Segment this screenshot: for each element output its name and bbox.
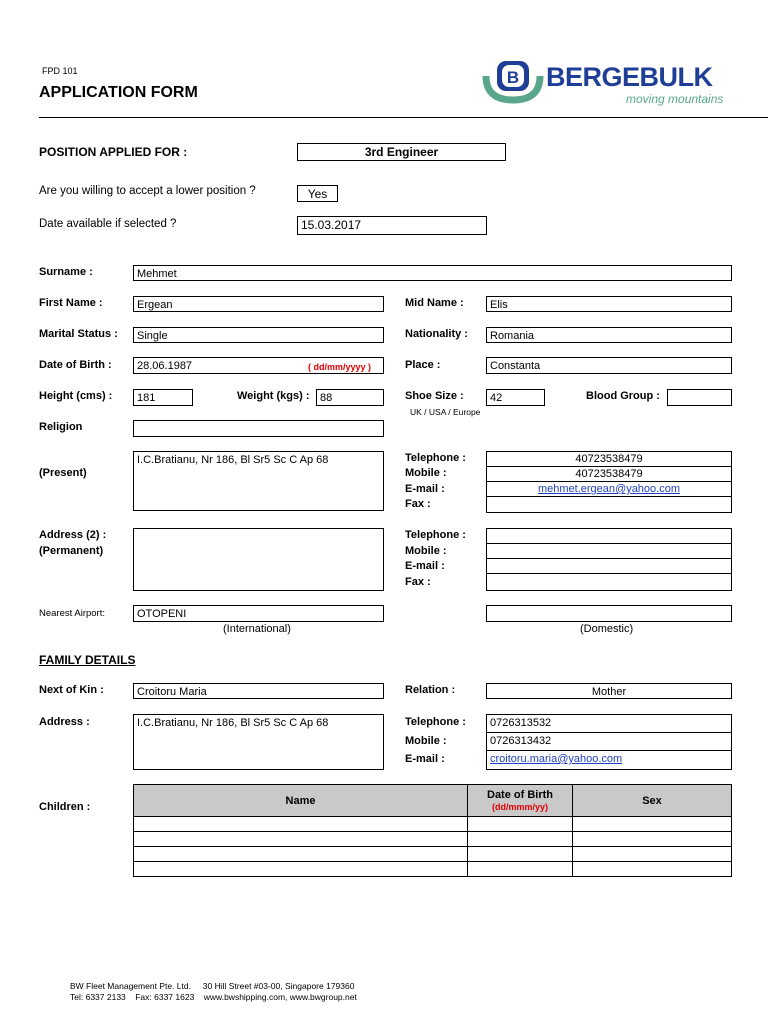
surname-field[interactable]: Mehmet: [133, 265, 732, 281]
marital-status-label: Marital Status :: [39, 328, 118, 340]
address1-telephone-label: Telephone :: [405, 452, 466, 464]
international-airport-field[interactable]: OTOPENI: [133, 605, 384, 622]
footer-address: 30 Hill Street #03-00, Singapore 179360: [202, 981, 355, 991]
form-title: APPLICATION FORM: [39, 84, 198, 101]
children-label: Children :: [39, 801, 91, 813]
dob-format-hint: ( dd/mm/yyyy ): [308, 362, 372, 372]
address2-email-label: E-mail :: [405, 560, 445, 572]
child-dob-cell[interactable]: [468, 847, 573, 862]
family-address-label: Address :: [39, 716, 90, 728]
child-name-cell[interactable]: [134, 817, 468, 832]
relation-field[interactable]: Mother: [486, 683, 732, 699]
family-telephone-label: Telephone :: [405, 716, 466, 728]
logo-tagline: moving mountains: [626, 92, 724, 106]
weight-field[interactable]: 88: [316, 389, 384, 406]
international-caption: (International): [223, 623, 291, 635]
date-available-field[interactable]: 15.03.2017: [297, 216, 487, 235]
family-details-heading: FAMILY DETAILS: [39, 653, 136, 667]
table-row: [134, 862, 732, 877]
family-contact-grid: [486, 714, 732, 770]
lower-position-question: Are you willing to accept a lower position ?: [39, 185, 256, 197]
address2-mobile-field[interactable]: [487, 544, 731, 559]
footer-line-2: [70, 992, 357, 1002]
children-col-dob-hint: dd/mmm/yy: [494, 801, 545, 812]
family-email-label: E-mail :: [405, 753, 445, 765]
shoe-size-field[interactable]: 42: [486, 389, 545, 406]
child-sex-cell[interactable]: [573, 832, 732, 847]
header-divider: [39, 117, 768, 118]
date-available-question: Date available if selected ?: [39, 218, 177, 230]
next-of-kin-label: Next of Kin :: [39, 684, 104, 696]
svg-text:B: B: [506, 68, 520, 87]
family-address-field[interactable]: I.C.Bratianu, Nr 186, Bl Sr5 Sc C Ap 68: [133, 714, 384, 770]
form-code: FPD 101: [42, 66, 78, 76]
child-name-cell[interactable]: [134, 862, 468, 877]
address-present-field[interactable]: I.C.Bratianu, Nr 186, Bl Sr5 Sc C Ap 68: [133, 451, 384, 511]
footer-line-1: [70, 981, 354, 991]
position-label: POSITION APPLIED FOR :: [39, 145, 188, 159]
address2-permanent-label: (Permanent): [39, 545, 104, 557]
family-email-link[interactable]: croitoru.maria@yahoo.com: [490, 753, 623, 765]
children-col-dob-title: Date of Birth: [487, 788, 553, 801]
place-field[interactable]: Constanta: [486, 357, 732, 374]
address-present-label: (Present): [39, 467, 87, 479]
address2-telephone-label: Telephone :: [405, 529, 466, 541]
address1-telephone-field[interactable]: 40723538479: [487, 452, 731, 467]
marital-status-field[interactable]: Single: [133, 327, 384, 343]
first-name-label: First Name :: [39, 297, 103, 309]
dob-field[interactable]: [133, 357, 384, 374]
address2-field[interactable]: [133, 528, 384, 591]
footer-tel: Tel: 6337 2133: [70, 992, 126, 1002]
address1-mobile-label: Mobile :: [405, 467, 447, 479]
bergebulk-logo: [482, 58, 734, 106]
lower-position-field[interactable]: Yes: [297, 185, 338, 202]
address2-fax-field[interactable]: [487, 574, 731, 589]
address2-email-field[interactable]: [487, 559, 731, 574]
address2-label: Address (2) :: [39, 529, 107, 541]
address1-email-field[interactable]: [487, 482, 731, 497]
table-row: [134, 817, 732, 832]
family-email-field[interactable]: [487, 751, 731, 769]
nationality-label: Nationality :: [405, 328, 468, 340]
child-name-cell[interactable]: [134, 847, 468, 862]
surname-label: Surname :: [39, 266, 93, 278]
height-field[interactable]: 181: [133, 389, 193, 406]
logo-emblem-icon: [482, 58, 544, 104]
domestic-caption: (Domestic): [580, 623, 634, 635]
footer-fax: Fax: 6337 1623: [135, 992, 195, 1002]
family-mobile-label: Mobile :: [405, 735, 447, 747]
dob-label: Date of Birth :: [39, 359, 112, 371]
address1-fax-label: Fax :: [405, 498, 431, 510]
address1-email-label: E-mail :: [405, 483, 445, 495]
table-row: [134, 832, 732, 847]
children-col-sex: Sex: [573, 785, 732, 817]
child-sex-cell[interactable]: [573, 847, 732, 862]
place-label: Place :: [405, 359, 441, 371]
logo-name-bulk: BULK: [639, 62, 713, 92]
weight-label: Weight (kgs) :: [237, 390, 310, 402]
address2-fax-label: Fax :: [405, 576, 431, 588]
child-dob-cell[interactable]: [468, 862, 573, 877]
relation-label: Relation :: [405, 684, 456, 696]
child-dob-cell[interactable]: [468, 817, 573, 832]
footer-web: www.bwshipping.com, www.bwgroup.net: [203, 992, 357, 1002]
children-col-name: Name: [134, 785, 468, 817]
address2-telephone-field[interactable]: [487, 529, 731, 544]
children-table: [133, 784, 732, 877]
family-telephone-field[interactable]: 0726313532: [487, 715, 731, 733]
child-dob-cell[interactable]: [468, 832, 573, 847]
children-col-dob: Date of Birth (dd/mmm/yy): [468, 785, 573, 817]
height-label: Height (cms) :: [39, 390, 113, 402]
address2-mobile-label: Mobile :: [405, 545, 447, 557]
shoe-size-hint: UK / USA / Europe: [410, 407, 481, 417]
mid-name-label: Mid Name :: [405, 297, 464, 309]
child-name-cell[interactable]: [134, 832, 468, 847]
mid-name-field[interactable]: Elis: [486, 296, 732, 312]
child-sex-cell[interactable]: [573, 862, 732, 877]
next-of-kin-field[interactable]: Croitoru Maria: [133, 683, 384, 699]
address1-contact-grid: [486, 451, 732, 513]
first-name-field[interactable]: Ergean: [133, 296, 384, 312]
religion-field[interactable]: [133, 420, 384, 437]
footer-company: BW Fleet Management Pte. Ltd.: [70, 981, 191, 991]
nearest-airport-label: Nearest Airport:: [39, 608, 105, 619]
address1-email-link[interactable]: mehmet.ergean@yahoo.com: [537, 483, 681, 495]
position-field[interactable]: 3rd Engineer: [297, 143, 506, 161]
family-mobile-field[interactable]: 0726313432: [487, 733, 731, 751]
logo-name-berge: BERGE: [546, 62, 640, 92]
nationality-field[interactable]: Romania: [486, 327, 732, 343]
child-sex-cell[interactable]: [573, 817, 732, 832]
blood-group-label: Blood Group :: [586, 390, 660, 402]
shoe-size-label: Shoe Size :: [405, 390, 464, 402]
religion-label: Religion: [39, 421, 83, 433]
blood-group-field[interactable]: [667, 389, 732, 406]
dob-value: 28.06.1987: [137, 360, 193, 372]
address1-fax-field[interactable]: [487, 497, 731, 512]
address2-contact-grid: [486, 528, 732, 591]
address1-mobile-field[interactable]: 40723538479: [487, 467, 731, 482]
domestic-airport-field[interactable]: [486, 605, 732, 622]
table-row: [134, 847, 732, 862]
